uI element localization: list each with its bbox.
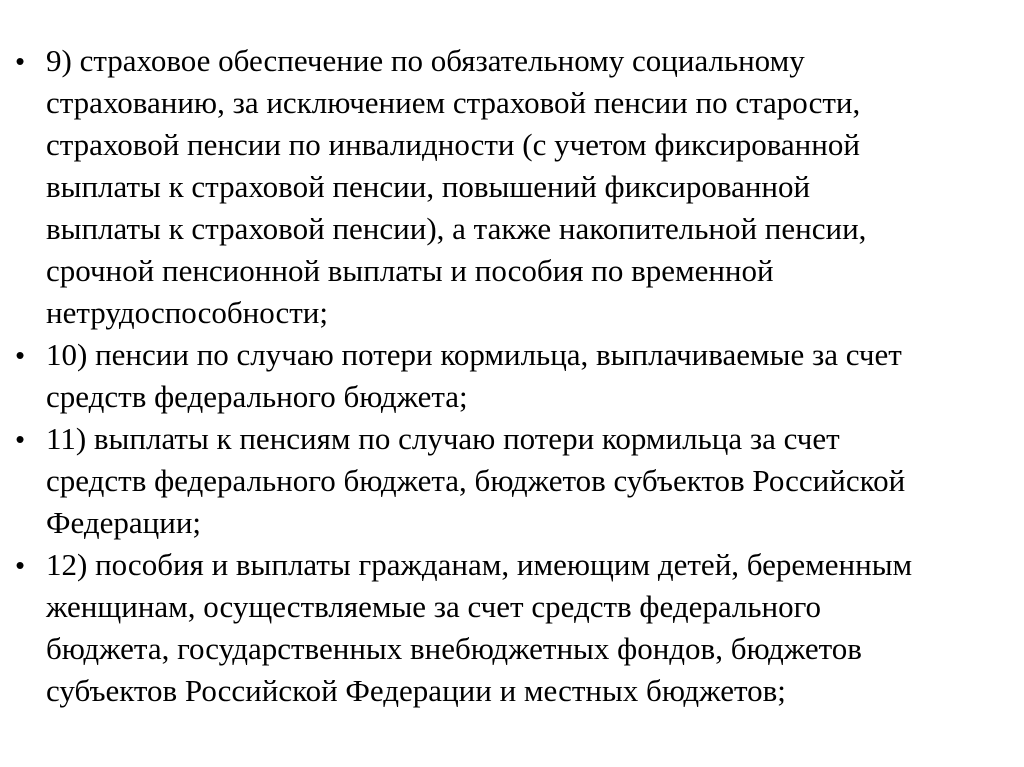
item-text-line: 11) выплаты к пенсиям по случаю потери кормильца за счет	[46, 421, 840, 456]
item-text-line: субъектов Российской Федерации и местных бюджетов;	[46, 673, 786, 708]
item-text-line: Федерации;	[46, 505, 202, 540]
item-text-line: срочной пенсионной выплаты и пособия по временной	[46, 253, 774, 288]
bullet-list	[0, 40, 1010, 712]
item-text-line: страхованию, за исключением страховой пенсии по старости,	[46, 85, 861, 120]
list-item-10	[0, 334, 1010, 418]
bullet-icon: •	[15, 46, 25, 76]
list-item-9	[0, 40, 1010, 334]
item-text-line: выплаты к страховой пенсии, повышений фиксированной	[46, 169, 811, 204]
item-text-line: бюджета, государственных внебюджетных фондов, бюджетов	[46, 631, 862, 666]
item-text-line: средств федерального бюджета, бюджетов субъектов Российской	[46, 463, 906, 498]
bullet-icon: •	[15, 424, 25, 454]
list-item-12	[0, 544, 1010, 712]
bullet-icon: •	[15, 550, 25, 580]
item-text-line: женщинам, осуществляемые за счет средств федерального	[46, 589, 822, 624]
bullet-icon: •	[15, 340, 25, 370]
item-text-line: нетрудоспособности;	[46, 295, 328, 330]
item-text-line: выплаты к страховой пенсии), а также накопительной пенсии,	[46, 211, 867, 246]
item-text-line: 12) пособия и выплаты гражданам, имеющим детей, беременным	[46, 547, 913, 582]
item-text-line: 9) страховое обеспечение по обязательному социальному	[46, 43, 805, 78]
item-text-line: 10) пенсии по случаю потери кормильца, выплачиваемые за счет	[46, 337, 902, 372]
item-text-line: страховой пенсии по инвалидности (с учетом фиксированной	[46, 127, 860, 162]
item-text-line: средств федерального бюджета;	[46, 379, 468, 414]
list-item-11	[0, 418, 1010, 544]
